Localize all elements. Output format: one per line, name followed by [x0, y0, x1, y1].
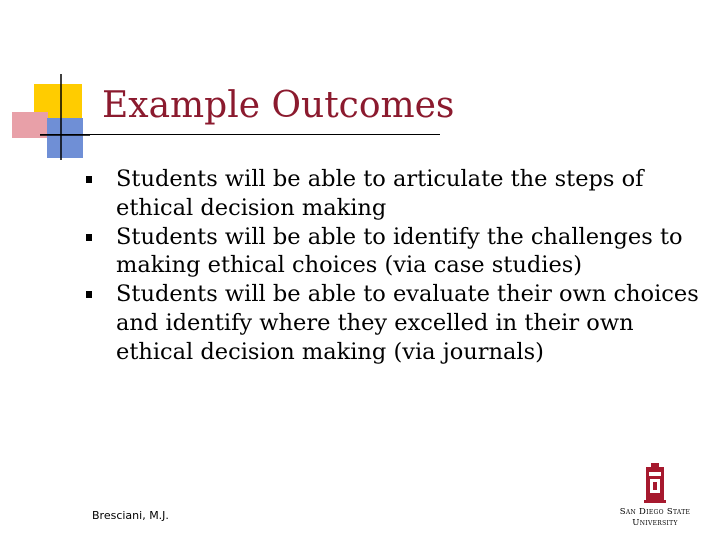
logo-wordmark-line2: University — [632, 518, 678, 528]
bullet-list — [86, 165, 706, 367]
footer-author: Bresciani, M.J. — [92, 509, 169, 522]
logo-wordmark-line1: San Diego State — [619, 507, 691, 517]
title-decoration-graphic — [0, 0, 110, 170]
bullet-item — [86, 223, 706, 281]
bullet-text: Students will be able to articulate the steps of ethical decision making — [116, 166, 644, 221]
sdsu-tower-seal-icon — [642, 463, 668, 505]
bullet-item — [86, 280, 706, 366]
slide-title: Example Outcomes — [102, 85, 455, 126]
deco-blue-square — [47, 118, 83, 158]
bullet-item — [86, 165, 706, 223]
sdsu-logo — [612, 463, 698, 531]
square-bullet-icon — [86, 291, 92, 298]
bullet-text: Students will be able to evaluate their own choices and identify where they excelled in their own ethical decision making (via journals) — [116, 281, 699, 365]
title-underline — [40, 134, 440, 135]
bullet-text: Students will be able to identify the challenges to making ethical choices (via case studies) — [116, 223, 683, 279]
square-bullet-icon — [86, 234, 92, 241]
square-bullet-icon — [86, 176, 92, 183]
